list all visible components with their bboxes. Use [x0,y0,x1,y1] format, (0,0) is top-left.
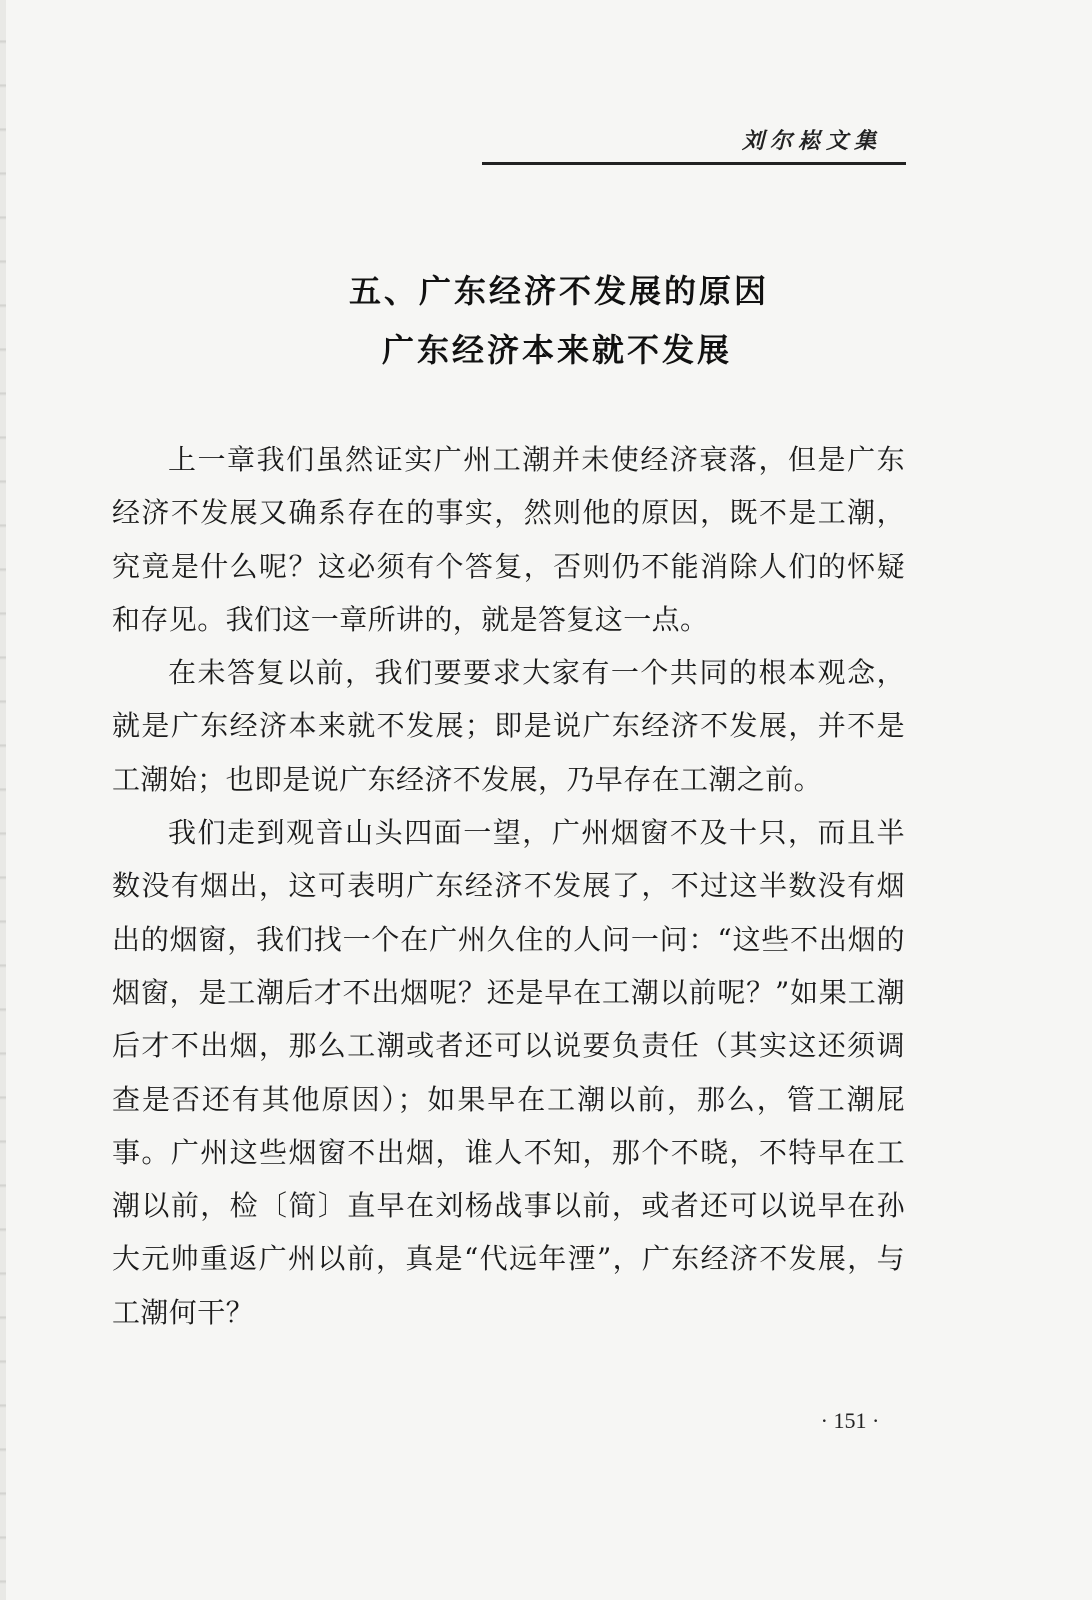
body-text [112,433,905,1339]
page-edge [0,0,6,1600]
paragraph: 我们走到观音山头四面一望，广州烟窗不及十只，而且半数没有烟出，这可表明广东经济不发展了，不过这半数没有烟出的烟窗，我们找一个在广州久住的人问一问：“这些不出烟的烟窗，是工潮后才不出烟呢？还是早在工潮以前呢？”如果工潮后才不出烟，那么工潮或者还可以说要负责任（其实这还须调查是否还有其他原因）；如果早在工潮以前，那么，管工潮屁事。广州这些烟窗不出烟，谁人不知，那个不晓，不特早在工潮以前，检〔简〕直早在刘杨战事以前，或者还可以说早在孙大元帅重返广州以前，真是“代远年湮”，广东经济不发展，与工潮何干？ [112,816,905,1329]
page-number: · 151 · [820,1408,880,1433]
paragraph: 在未答复以前，我们要要求大家有一个共同的根本观念，就是广东经济本来就不发展；即是说广东经济不发展，并不是工潮始；也即是说广东经济不发展，乃早存在工潮之前。 [112,656,905,796]
paragraph: 上一章我们虽然证实广州工潮并未使经济衰落，但是广东经济不发展又确系存在的事实，然则他的原因，既不是工潮，究竟是什么呢？这必须有个答复，否则仍不能消除人们的怀疑和存见。我们这一章所讲的，就是答复这一点。 [112,443,905,636]
running-header [482,120,906,165]
chapter-subtitle: 广东经济本来就不发展 [381,331,732,369]
chapter-title: 五、广东经济不发展的原因 [348,272,769,310]
running-header-title: 刘尔崧文集 [741,128,882,154]
